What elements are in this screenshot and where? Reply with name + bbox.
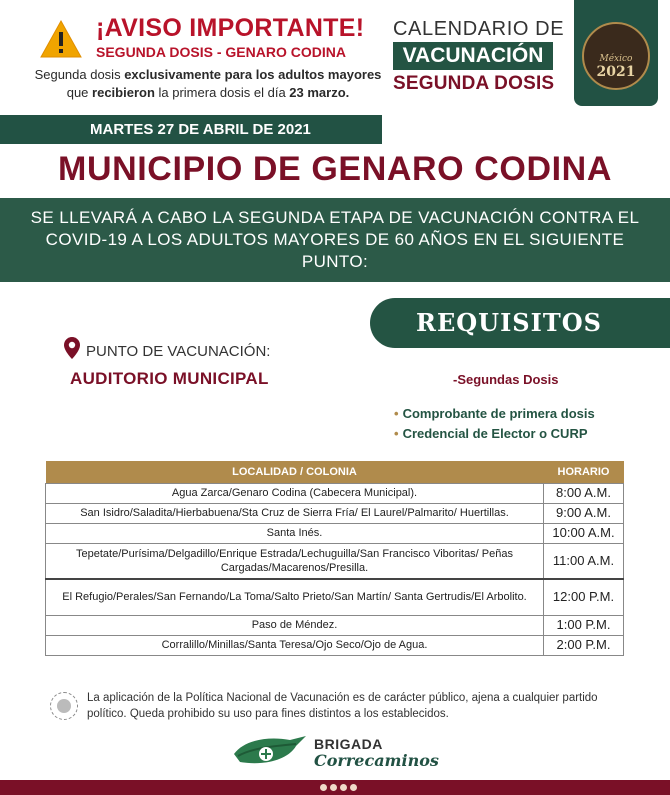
location-pin-icon xyxy=(64,337,80,359)
requisito-text: Comprobante de primera dosis xyxy=(402,406,595,421)
aviso-subtitle: SEGUNDA DOSIS - GENARO CODINA xyxy=(96,44,346,60)
aviso-title: ¡AVISO IMPORTANTE! xyxy=(96,14,365,42)
seal-center xyxy=(57,699,71,713)
twitter-icon[interactable] xyxy=(330,784,337,791)
requisito-item xyxy=(394,424,595,444)
announcement-text: SE LLEVARÁ A CABO LA SEGUNDA ETAPA DE VACUNACIÓN CONTRA EL COVID-19 A LOS ADULTOS MAYORES DE 60 AÑOS EN EL SIGUIENTE PUNTO: xyxy=(30,208,640,271)
logo-country: México xyxy=(599,54,633,64)
cell-horario: 11:00 A.M. xyxy=(544,543,624,579)
facebook-icon[interactable] xyxy=(320,784,327,791)
instagram-icon[interactable] xyxy=(340,784,347,791)
requisito-item xyxy=(394,404,595,424)
aviso-body-part: la primera dosis el día xyxy=(154,85,290,100)
cell-horario: 8:00 A.M. xyxy=(544,483,624,503)
schedule-table xyxy=(45,461,624,656)
cell-localidad: Tepetate/Purísima/Delgadillo/Enrique Estrada/Lechuguilla/San Francisco Viboritas/ Peñas Cargadas/Macarenos/Presilla. xyxy=(46,543,544,579)
table-row xyxy=(46,483,624,503)
aviso-body-part: que xyxy=(66,85,93,100)
table-row xyxy=(46,615,624,635)
brigada-line-1: BRIGADA xyxy=(314,736,383,752)
calendar-line-1: CALENDARIO DE xyxy=(393,18,565,40)
aviso-body xyxy=(30,66,386,102)
logo-emblem xyxy=(582,22,650,90)
date-bar xyxy=(0,115,382,144)
cell-horario: 2:00 P.M. xyxy=(544,635,624,655)
mexico-2021-logo xyxy=(574,0,658,106)
aviso-body-bold: recibieron xyxy=(92,85,155,100)
requisitos-header xyxy=(370,298,670,348)
table-header-row xyxy=(46,461,624,483)
requisitos-list xyxy=(394,404,595,444)
cell-horario: 9:00 A.M. xyxy=(544,503,624,523)
youtube-icon[interactable] xyxy=(350,784,357,791)
requisito-segundas: -Segundas Dosis xyxy=(453,372,559,387)
cell-horario: 1:00 P.M. xyxy=(544,615,624,635)
aviso-body-part: Segunda dosis xyxy=(34,67,125,82)
event-date: MARTES 27 DE ABRIL DE 2021 xyxy=(90,121,311,138)
calendar-line-2: VACUNACIÓN xyxy=(393,42,553,70)
cell-localidad: Corralillo/Minillas/Santa Teresa/Ojo Seco/Ojo de Agua. xyxy=(46,635,544,655)
bullet-icon: • xyxy=(394,406,399,421)
cell-localidad: Santa Inés. xyxy=(46,523,544,543)
requisito-text: Credencial de Elector o CURP xyxy=(402,426,588,441)
cell-localidad: San Isidro/Saladita/Hierbabuena/Sta Cruz de Sierra Fría/ El Laurel/Palmarito/ Huertillas. xyxy=(46,503,544,523)
table-row xyxy=(46,635,624,655)
announcement-band xyxy=(0,198,670,282)
government-seal-icon xyxy=(50,692,78,720)
cell-localidad: Paso de Méndez. xyxy=(46,615,544,635)
col-horario: HORARIO xyxy=(544,461,624,483)
table-row xyxy=(46,579,624,615)
disclaimer-text: La aplicación de la Política Nacional de Vacunación es de carácter público, ajena a cualquier partido político. Queda prohibido su uso para fines distintos a los establecidos. xyxy=(87,692,598,720)
footer-bar xyxy=(0,780,670,795)
cell-horario: 12:00 P.M. xyxy=(544,579,624,615)
table-row xyxy=(46,523,624,543)
logo-year: 2021 xyxy=(596,64,636,80)
table-row xyxy=(46,543,624,579)
col-localidad: LOCALIDAD / COLONIA xyxy=(46,461,544,483)
brigada-logo-icon xyxy=(230,732,310,774)
warning-icon xyxy=(40,20,82,58)
table-row xyxy=(46,503,624,523)
municipality-title: MUNICIPIO DE GENARO CODINA xyxy=(58,150,612,188)
header xyxy=(0,0,670,112)
punto-label: PUNTO DE VACUNACIÓN: xyxy=(86,343,271,360)
brigada-line-2: Correcaminos xyxy=(314,751,439,770)
aviso-body-bold: exclusivamente para los adultos mayores xyxy=(124,67,382,82)
cell-localidad: Agua Zarca/Genaro Codina (Cabecera Municipal). xyxy=(46,483,544,503)
aviso-body-bold: 23 marzo. xyxy=(289,85,350,100)
bullet-icon: • xyxy=(394,426,399,441)
cell-localidad: El Refugio/Perales/San Fernando/La Toma/Salto Prieto/San Martín/ Santa Gertrudis/El Arbolito. xyxy=(46,579,544,615)
cell-horario: 10:00 A.M. xyxy=(544,523,624,543)
calendar-line-3: SEGUNDA DOSIS xyxy=(393,73,555,94)
requisitos-title: REQUISITOS xyxy=(416,308,602,337)
punto-value: AUDITORIO MUNICIPAL xyxy=(70,369,269,388)
